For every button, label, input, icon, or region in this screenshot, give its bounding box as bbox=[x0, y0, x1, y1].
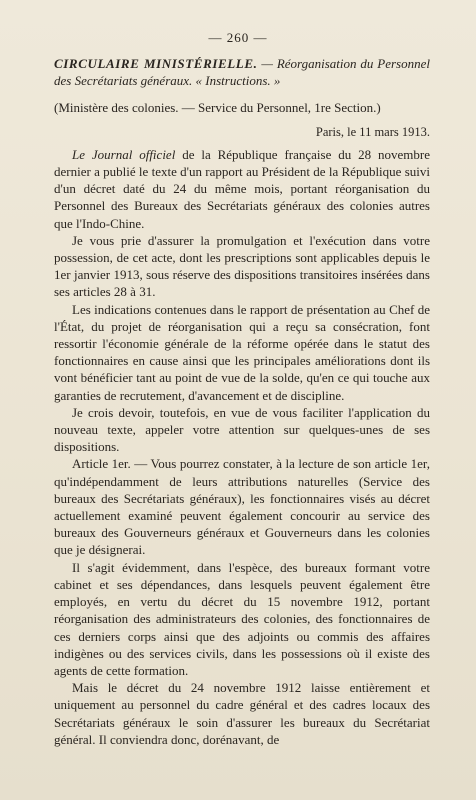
dateline: Paris, le 11 mars 1913. bbox=[315, 124, 430, 139]
text-block bbox=[54, 55, 430, 748]
body-text bbox=[54, 146, 430, 748]
paragraph-1-text: de la République française du 28 novembre dernier a publié le texte d'un rapport au Président de la République suivi d'un décret daté du 24 du même mois, portant réorganisation du Personnel des Bureaux des Secrétariats généraux des colonies autres que l'Indo-Chine. bbox=[54, 146, 430, 231]
journal-officiel-title: Le Journal officiel bbox=[72, 146, 176, 162]
paragraph-5: Article 1er. — Vous pourrez constater, à la lecture de son article 1er, qu'indépendamment de leurs attributions naturelles (Service des bureaux des Secrétariats généraux), les fonctionnaires visés au décret actuellement examiné peuvent également concourir au service des bureaux des Gouverneurs généraux et Gouverneurs dans les colonies que je désignerai. bbox=[54, 456, 430, 558]
circular-title-caps: CIRCULAIRE MINISTÉRIELLE. bbox=[54, 56, 258, 71]
paragraph-7: Mais le décret du 24 novembre 1912 laisse entièrement et uniquement au personnel du cadre général et des cadres locaux des Secrétariats généraux le soin d'assurer les bureaux du Secrétariat général. Il conviendra donc, dorénavant, de bbox=[54, 680, 430, 747]
paragraph-2: Je vous prie d'assurer la promulgation et l'exécution dans votre possession, de cet acte, dont les prescriptions sont applicables depuis le 1er janvier 1913, sous réserve des dispositions transitoires insérées dans ses articles 28 à 31. bbox=[54, 232, 430, 300]
circular-title-subject: — Réorganisation du Personnel des Secrétariats généraux. « Instructions. » bbox=[54, 56, 430, 89]
paragraph-1 bbox=[54, 146, 430, 232]
paragraph-3: Les indications contenues dans le rapport de présentation au Chef de l'État, du projet de réorganisation qui a reçu sa consécration, font ressortir l'économie générale de la réforme opérée dans le statut des fonctionnaires en cause ainsi que les principales améliorations dont ils vont bénéficier tant au point de vue de la solde, qu'en ce qui touche aux garanties de recrutement, d'avancement et de discipline. bbox=[54, 301, 430, 403]
page-number: — 260 — bbox=[208, 30, 268, 45]
circular-title bbox=[54, 55, 430, 89]
paragraph-6: Il s'agit évidemment, dans l'espèce, des bureaux formant votre cabinet et ses dépendances, dans lesquels peuvent également être employés, en vertu du décret du 15 novembre 1912, portant réorganisation des administrateurs des colonies, des fonctionnaires de ces derniers corps ainsi que des adjoints ou commis des affaires indigènes ou des services civils, dans les possessions où il existe des agents de cette formation. bbox=[54, 559, 430, 678]
ministry-line: (Ministère des colonies. — Service du Personnel, 1re Section.) bbox=[54, 100, 381, 116]
paragraph-4: Je crois devoir, toutefois, en vue de vous faciliter l'application du nouveau texte, appeler votre attention sur quelques-unes de ses dispositions. bbox=[54, 404, 430, 455]
